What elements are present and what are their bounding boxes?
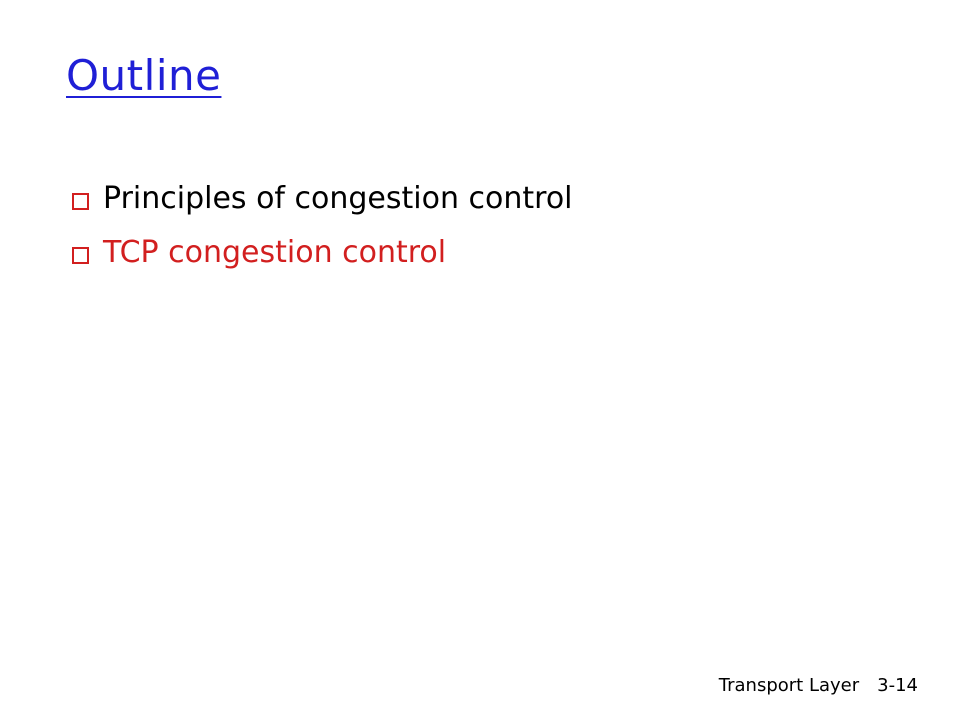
bullet-text-principles: Principles of congestion control bbox=[103, 181, 573, 216]
slide-footer bbox=[719, 675, 918, 696]
slide-title: Outline bbox=[66, 51, 222, 100]
footer-page-number: 3-14 bbox=[877, 675, 918, 696]
bullet-list bbox=[72, 172, 573, 280]
footer-section-label: Transport Layer bbox=[718, 675, 860, 696]
square-bullet-icon bbox=[72, 193, 89, 210]
bullet-item-principles bbox=[72, 172, 573, 226]
square-bullet-icon bbox=[72, 247, 89, 264]
bullet-item-tcp bbox=[72, 226, 573, 280]
bullet-text-tcp: TCP congestion control bbox=[103, 235, 447, 270]
